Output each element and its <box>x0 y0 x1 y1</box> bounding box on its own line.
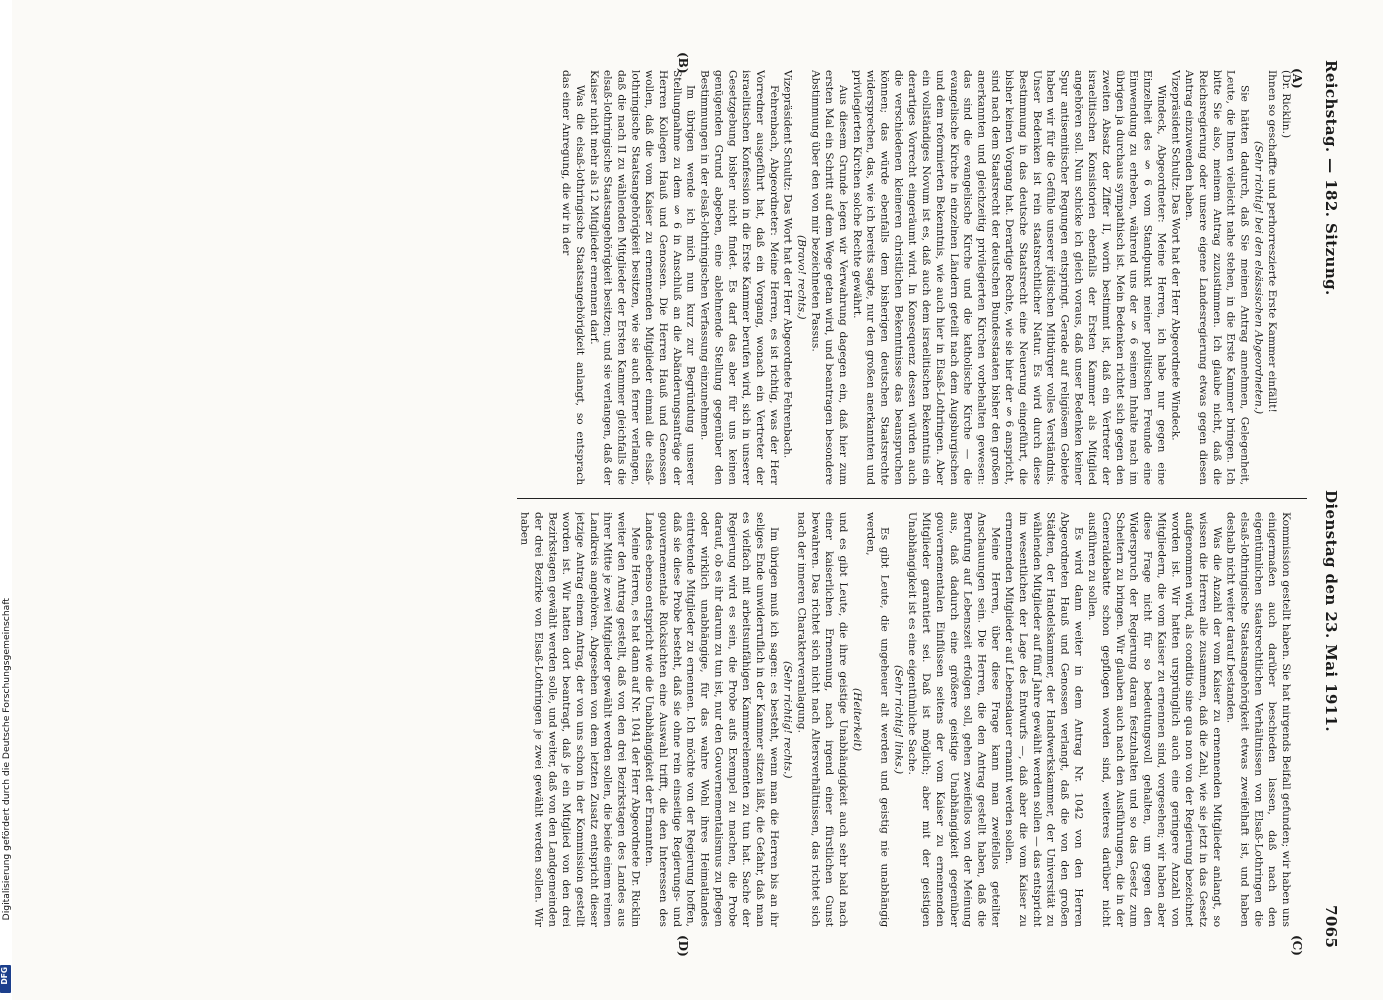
margin-marker-c: (C) <box>1290 935 1304 956</box>
interjection: (Heiterkeit) <box>850 687 863 752</box>
speaker-paragraph: Vizepräsident Schultz: Das Wort hat der Herr Abgeordnete Fehrenbach. <box>781 70 794 459</box>
speaker-paragraph: Vizepräsident Schultz: Das Wort hat der Herr Abgeordnete Windeck. <box>1169 70 1182 441</box>
paragraph: Was die elsaß-lothringische Staatsangehörigkeit anlangt, so entsprach das einer Anregung, die wir in der <box>560 70 586 485</box>
paragraph: Es gibt Leute, die ungeheuer alt werden und geistig nie unabhängig werden, <box>864 512 891 927</box>
document-page <box>12 0 1383 1000</box>
margin-marker-d: (D) <box>676 935 690 957</box>
paragraph: Im übrigen wende ich mich nun kurz zur Begründung unserer Stellungnahme zu dem § 6 in Anschluß an die Abänderungsanträge der Herren Kollegen Hauß und Genossen. Die Herren Hauß und Genossen wollen, daß die vom Kaiser zu ernennenden Mitglieder einmal die elsaß-lothringische Staatsangehörigkeit besitzen, wie sie auch ferner verlangen, daß die nach II zu wählenden Mitglieder der Ersten Kammer gleichfalls die elsaß-lothringische Staatsangehörigkeit besitzen; und sie verlangen, daß der Kaiser nicht mehr als 12 Mitglieder ernennen darf. <box>587 70 697 485</box>
paragraph: Sie hätten dadurch, daß Sie meinen Antrag annehmen, Gelegenheit, Leute, die Ihnen vielleicht nahe stehen, in die Erste Kammer bringen. Ich bitte Sie also, meinem Antrag zuzustimmen. Ich glaube nicht, daß die Reichsregierung oder unsere eigene Landesregierung etwas gegen diesen Antrag einzuwenden haben. <box>1183 70 1251 485</box>
paragraph: Im übrigen muß ich sagen: es besteht, wenn man die Herren bis an ihr seliges Ende unwiderruflich in der Kammer sitzen läßt, die Gefahr, daß man es vielfach mit arbeitsunfähigen Kammerelementen zu tun hat. Sache der Regierung wird es sein, die Probe aufs Exempel zu machen, die Probe darauf, ob es ihr darum zu tun ist, nur den Gouvernementalismus zu pflegen oder wirklich unabhängige, für das wahre Wohl ihres Heimatlandes eintretende Mitglieder zu ernennen. Ich möchte von der Regierung hoffen, daß sie diese Probe besteht, daß sie ohne rein einseitige Regierungs- und gouvernementale Rücksichten eine Auswahl trifft, die den Interessen des Landes ebenso entspricht wie die Unabhängigkeit der Ernannten. <box>643 512 780 927</box>
paragraph: Ihnen so geschaffte und perhorreszierte Erste Kammer einfällt! <box>1266 70 1279 413</box>
header-left: Reichstag. — 182. Sitzung. <box>1322 60 1340 296</box>
interjection: (Sehr richtig! links.) <box>892 664 905 775</box>
paragraph: Aus diesem Grunde legen wir Verwahrung dagegen ein, daß hier zum ersten Mal ein Schritt auf dem Wege getan wird, und beantragen besondere Abstimmung über den von mir bezeichneten Passus. <box>809 70 849 485</box>
interjection: (Sehr richtig! bei den elsässischen Abgeordneten.) <box>1252 140 1265 415</box>
paragraph: und es gibt Leute, die ihre geistige Unabhängigkeit auch sehr bald nach einer kaiserlichen Ernennung, nach irgend einer fürstlichen Gunst bewahren. Das richtet sich nicht nach Altersverhältnissen, das richtet sich nach der inneren Charakterveranlagung. <box>795 512 849 927</box>
paragraph: Kommission gestellt haben. Sie hat nirgends Beifall gefunden; wir haben uns einigermaßen auch darüber beschieden lassen, daß nach den eigentümlichen staatsrechtlichen Verhältnissen von Elsaß-Lothringen die elsaß-lothringische Staatsangehörigkeit etwas zweifelhaft ist, und haben deshalb nicht weiter darauf bestanden. <box>1224 512 1292 927</box>
credit-text: Digitalisierung gefördert durch die Deutsche Forschungsgemeinschaft <box>1 598 12 921</box>
digitization-credit-strip <box>0 0 12 1000</box>
margin-marker-a: (A) <box>1290 68 1304 89</box>
header-right: Dienstag den 23. Mai 1911. <box>1322 490 1340 733</box>
page-number: 7065 <box>1322 905 1340 949</box>
paragraph: Meine Herren, es hat dann auf Nr. 1041 der Herr Abgeordnete Dr. Ricklin weiter den Antrag gestellt, daß von den drei Bezirkstagen des Landes aus ihrer Mitte je zwei Mitglieder gewählt werden sollen, die beide einem reinen Landkreis angehören. Abgesehen von dem letzten Zusatz entspricht dieser jetzige Antrag einem Antrag, der von uns schon in der Kommission gestellt worden ist. Wir hatten dort beantragt, daß je ein Mitglied von den drei Bezirkstagen gewählt werden solle, und weiter, daß von den Landgemeinden der drei Bezirke von Elsaß-Lothringen je zwei gewählt werden sollen. Wir haben <box>518 512 642 927</box>
paragraph: Meine Herren, über diese Frage kann man zweifellos geteilter Anschauungen sein. Die Herren, die den Antrag gestellt haben, daß die Berufung auf Lebenszeit erfolgen soll, gehen zweifellos von der Meinung aus, daß dadurch eine größere geistige Unabhängigkeit gegenüber gouvernementalen Einflüssen seitens der vom Kaiser zu ernennenden Mitglieder garantiert sei. Daß ist möglich; aber mit der geistigen Unabhängigkeit ist es eine eigentümliche Sache. <box>906 512 1002 927</box>
dfg-logo <box>0 965 11 993</box>
paragraph: Es wird dann weiter in dem Antrag Nr. 1042 von den Herren Abgeordneten Hauß und Genossen verlangt, daß die von den großen Städten, der Handelskammer, der Handwerkskammer, der Universität zu wählenden Mitglieder auf fünf Jahre gewählt werden sollen — das entspricht im wesentlichen der Lage des Entwurfs —, daß aber die vom Kaiser zu ernennenden Mitglieder auf Lebensdauer ernannt werden sollen. <box>1003 512 1085 927</box>
paragraph: Windeck, Abgeordneter: Meine Herren, ich habe nur gegen eine Einzelheit des § 6 vom Standpunkt meiner politischen Freunde eine Einwendung zu erheben, während uns der § 6 seinem Inhalte nach im übrigen ja durchaus sympathisch ist. Mein Bedenken richtet sich gegen den zweiten Absatz der Ziffer II, worin bestimmt ist, daß ein Vertreter der israelitischen Konsistorien ebenfalls der Ersten Kammer als Mitglied angehören soll. Nun schicke ich gleich voraus, daß unser Bedenken keiner Spur antisemitischer Regungen entspringt. Gerade auf religiösem Gebiete haben wir für die Gefühle unserer jüdischen Mitbürger volles Verständnis. Unser Bedenken ist rein staatsrechtlicher Natur. Es wird durch diese Bestimmung in das deutsche Staatsrecht eine Neuerung eingeführt, die bisher keinen Vorgang hat. Derartige Rechte, wie sie hier der § 6 anspricht, sind nach dem Staatsrecht der deutschen Bundesstaaten bisher den großen anerkannten und gleichzeitig privilegierten Kirchen vorbehalten gewesen: das sind die evangelische Kirche und die katholische Kirche — die evangelische Kirche in einzelnen Ländern geteilt nach dem Augsburgischen und dem reformierten Bekenntnis, wie auch hier in Elsaß-Lothringen. Aber ein vollständiges Novum ist es, daß auch dem israelitischen Bekenntnis ein derartiges Vorrecht eingeräumt wird. In Konsequenz dessen würden auch die verschiedenen kleineren christlichen Bekenntnisse das beanspruchen können; das würde ebenfalls dem bisherigen deutschen Staatsrechte widersprechen, das, wie ich bereits sagte, nur den großen anerkannten und privilegierten Kirchen solche Rechte gewährt. <box>850 70 1168 485</box>
running-header <box>1300 60 1340 949</box>
interjection: (Bravo! rechts.) <box>795 235 808 320</box>
paragraph: Fehrenbach, Abgeordneter: Meine Herren, es ist richtig, was der Herr Vorredner ausgeführt hat, daß ein Vorgang, wonach ein Vertreter der israelitischen Konfession in die Erste Kammer berufen wird, sich in unserer Gesetzgebung bisher nicht findet. Es darf das aber für uns keinen genügenden Grund abgeben, eine ablehnende Stellung gegenüber den Bestimmungen in der elsaß-lothringischen Verfassung einzunehmen. <box>698 70 780 485</box>
margin-marker-b: (B) <box>676 52 690 74</box>
paragraph: Was die Anzahl der vom Kaiser zu ernennenden Mitglieder anlangt, so wissen die Herren alle zusammen, daß die Zahl, wie sie jetzt in das Gesetz aufgenommen wird, als conditio sine qua non von der Regierung bezeichnet worden ist. Wir hatten ursprünglich auch eine geringere Anzahl von Mitgliedern, die vom Kaiser zu ernennen sind, vorgesehen; wir haben aber diese Frage nicht für so bedeutungsvoll gehalten, um gegen den Widerspruch der Regierung daran festzuhalten und so das Gesetz zum Scheitern zu bringen. Wir glauben auch nach den Ausführungen, die in der Generaldebatte schon gepflogen worden sind, weiteres darüber nicht ausführen zu sollen. <box>1086 512 1223 927</box>
text-column-left <box>467 70 1292 485</box>
column-divider <box>517 498 1307 499</box>
logo-text: DFG <box>0 967 9 985</box>
interjection: (Sehr richtig! rechts.) <box>781 660 794 779</box>
paragraph: (Dr. Ricklin.) <box>1280 70 1292 139</box>
text-column-right <box>467 512 1292 927</box>
